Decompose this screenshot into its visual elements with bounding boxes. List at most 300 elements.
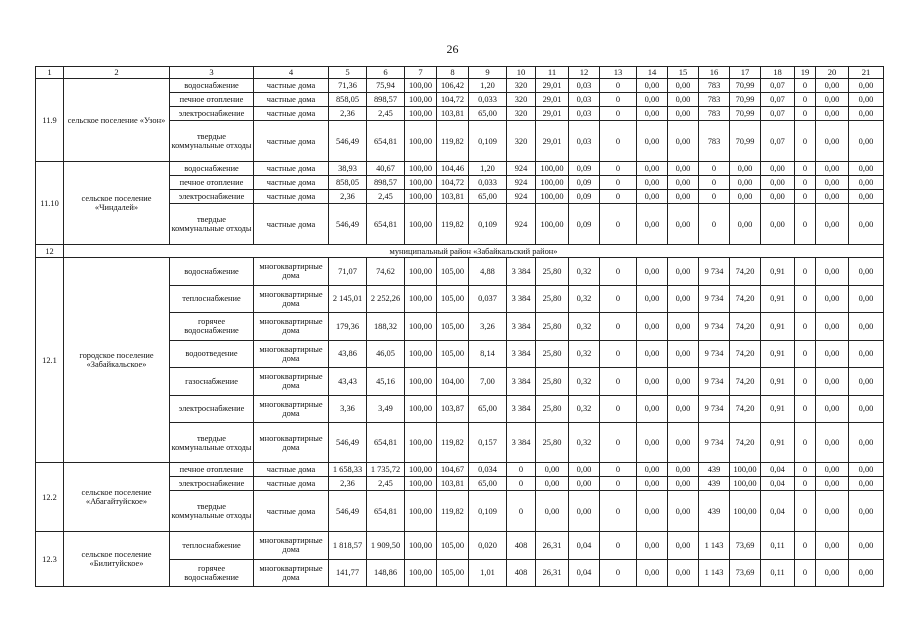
value-cell: 9 734 <box>699 368 730 396</box>
value-cell: 103,87 <box>437 395 469 423</box>
value-cell: 0,09 <box>569 190 600 204</box>
value-cell: 0,00 <box>849 258 884 286</box>
value-cell: 0,00 <box>816 368 849 396</box>
housing-type-cell: многоквартирные дома <box>254 559 329 587</box>
column-number: 19 <box>795 67 816 79</box>
value-cell: 0,00 <box>536 491 569 532</box>
value-cell: 65,00 <box>469 107 507 121</box>
value-cell: 105,00 <box>437 340 469 368</box>
value-cell: 0,91 <box>761 258 795 286</box>
value-cell: 0 <box>600 258 637 286</box>
value-cell: 0,07 <box>761 93 795 107</box>
service-type-cell: водоотведение <box>170 340 254 368</box>
value-cell: 2,36 <box>329 477 367 491</box>
service-type-cell: водоснабжение <box>170 79 254 93</box>
value-cell: 0,00 <box>849 532 884 560</box>
value-cell: 0,00 <box>816 93 849 107</box>
value-cell: 0,00 <box>816 395 849 423</box>
value-cell: 0,00 <box>637 368 668 396</box>
value-cell: 0,00 <box>816 190 849 204</box>
value-cell: 654,81 <box>367 121 405 162</box>
value-cell: 0,00 <box>668 532 699 560</box>
value-cell: 100,00 <box>405 340 437 368</box>
value-cell: 320 <box>507 121 536 162</box>
housing-type-cell: многоквартирные дома <box>254 313 329 341</box>
value-cell: 924 <box>507 190 536 204</box>
value-cell: 0,91 <box>761 340 795 368</box>
value-cell: 141,77 <box>329 559 367 587</box>
value-cell: 0 <box>600 190 637 204</box>
value-cell: 25,80 <box>536 313 569 341</box>
value-cell: 1 818,57 <box>329 532 367 560</box>
value-cell: 0,00 <box>761 176 795 190</box>
value-cell: 0,00 <box>668 491 699 532</box>
service-type-cell: печное отопление <box>170 93 254 107</box>
value-cell: 0,00 <box>668 395 699 423</box>
value-cell: 783 <box>699 79 730 93</box>
value-cell: 0,00 <box>637 477 668 491</box>
row-number: 12.2 <box>36 463 64 532</box>
value-cell: 0 <box>507 477 536 491</box>
value-cell: 898,57 <box>367 93 405 107</box>
value-cell: 0,109 <box>469 204 507 245</box>
settlement-name: городское поселение «Забайкальское» <box>64 258 170 463</box>
value-cell: 0 <box>507 463 536 477</box>
housing-type-cell: многоквартирные дома <box>254 532 329 560</box>
value-cell: 1 735,72 <box>367 463 405 477</box>
value-cell: 103,81 <box>437 107 469 121</box>
value-cell: 654,81 <box>367 204 405 245</box>
value-cell: 0 <box>600 395 637 423</box>
value-cell: 0,00 <box>637 395 668 423</box>
value-cell: 2 252,26 <box>367 285 405 313</box>
value-cell: 100,00 <box>405 463 437 477</box>
settlement-name: сельское поселение «Чиндалей» <box>64 162 170 245</box>
value-cell: 924 <box>507 176 536 190</box>
value-cell: 546,49 <box>329 423 367 463</box>
table-row <box>36 532 884 560</box>
value-cell: 0,00 <box>816 176 849 190</box>
value-cell: 4,88 <box>469 258 507 286</box>
value-cell: 408 <box>507 532 536 560</box>
value-cell: 0,00 <box>637 176 668 190</box>
value-cell: 0,00 <box>816 121 849 162</box>
value-cell: 0 <box>600 162 637 176</box>
settlement-name: сельское поселение «Билитуйское» <box>64 532 170 587</box>
column-number: 4 <box>254 67 329 79</box>
value-cell: 104,00 <box>437 368 469 396</box>
column-number: 17 <box>730 67 761 79</box>
value-cell: 100,00 <box>405 368 437 396</box>
value-cell: 0,00 <box>816 477 849 491</box>
service-type-cell: горячее водоснабжение <box>170 559 254 587</box>
value-cell: 29,01 <box>536 93 569 107</box>
value-cell: 0,00 <box>637 491 668 532</box>
value-cell: 0,00 <box>730 190 761 204</box>
value-cell: 0,00 <box>668 93 699 107</box>
value-cell: 100,00 <box>405 176 437 190</box>
value-cell: 0,00 <box>637 463 668 477</box>
value-cell: 0 <box>600 491 637 532</box>
value-cell: 9 734 <box>699 285 730 313</box>
value-cell: 65,00 <box>469 477 507 491</box>
value-cell: 65,00 <box>469 190 507 204</box>
value-cell: 3 384 <box>507 340 536 368</box>
value-cell: 26,31 <box>536 532 569 560</box>
value-cell: 1,01 <box>469 559 507 587</box>
value-cell: 0 <box>795 463 816 477</box>
row-number: 12.3 <box>36 532 64 587</box>
value-cell: 29,01 <box>536 107 569 121</box>
value-cell: 0,00 <box>816 340 849 368</box>
value-cell: 0 <box>600 463 637 477</box>
value-cell: 0,00 <box>849 559 884 587</box>
value-cell: 0,00 <box>569 491 600 532</box>
row-number: 11.10 <box>36 162 64 245</box>
value-cell: 0,00 <box>849 368 884 396</box>
column-number: 11 <box>536 67 569 79</box>
value-cell: 0,04 <box>761 477 795 491</box>
value-cell: 0,00 <box>849 176 884 190</box>
table-row <box>36 79 884 93</box>
value-cell: 0,020 <box>469 532 507 560</box>
value-cell: 0,00 <box>761 190 795 204</box>
value-cell: 0,00 <box>668 477 699 491</box>
value-cell: 43,86 <box>329 340 367 368</box>
value-cell: 70,99 <box>730 121 761 162</box>
value-cell: 0,157 <box>469 423 507 463</box>
value-cell: 0,00 <box>668 340 699 368</box>
value-cell: 0,91 <box>761 368 795 396</box>
service-type-cell: электроснабжение <box>170 395 254 423</box>
value-cell: 74,62 <box>367 258 405 286</box>
value-cell: 3 384 <box>507 368 536 396</box>
column-number: 18 <box>761 67 795 79</box>
value-cell: 0,00 <box>637 258 668 286</box>
service-type-cell: газоснабжение <box>170 368 254 396</box>
value-cell: 0,109 <box>469 121 507 162</box>
value-cell: 0,00 <box>668 204 699 245</box>
value-cell: 0 <box>795 204 816 245</box>
value-cell: 188,32 <box>367 313 405 341</box>
value-cell: 75,94 <box>367 79 405 93</box>
value-cell: 0,00 <box>849 313 884 341</box>
value-cell: 439 <box>699 477 730 491</box>
value-cell: 45,16 <box>367 368 405 396</box>
housing-type-cell: многоквартирные дома <box>254 395 329 423</box>
value-cell: 119,82 <box>437 121 469 162</box>
value-cell: 100,00 <box>536 162 569 176</box>
value-cell: 0,00 <box>816 79 849 93</box>
service-type-cell: электроснабжение <box>170 107 254 121</box>
housing-type-cell: частные дома <box>254 204 329 245</box>
value-cell: 0,00 <box>637 190 668 204</box>
value-cell: 0,00 <box>730 204 761 245</box>
value-cell: 0,00 <box>816 559 849 587</box>
value-cell: 0 <box>699 162 730 176</box>
value-cell: 0 <box>699 176 730 190</box>
value-cell: 898,57 <box>367 176 405 190</box>
value-cell: 0,00 <box>849 190 884 204</box>
value-cell: 105,00 <box>437 285 469 313</box>
value-cell: 100,00 <box>536 176 569 190</box>
value-cell: 0,00 <box>668 79 699 93</box>
housing-type-cell: многоквартирные дома <box>254 340 329 368</box>
value-cell: 0,00 <box>536 463 569 477</box>
value-cell: 0,00 <box>761 204 795 245</box>
service-type-cell: твердые коммунальные отходы <box>170 121 254 162</box>
value-cell: 105,00 <box>437 313 469 341</box>
value-cell: 0,00 <box>668 190 699 204</box>
value-cell: 858,05 <box>329 176 367 190</box>
value-cell: 0 <box>600 285 637 313</box>
value-cell: 439 <box>699 491 730 532</box>
value-cell: 0,00 <box>849 121 884 162</box>
value-cell: 0,00 <box>668 559 699 587</box>
value-cell: 65,00 <box>469 395 507 423</box>
value-cell: 0,03 <box>569 121 600 162</box>
value-cell: 100,00 <box>405 204 437 245</box>
value-cell: 0 <box>600 423 637 463</box>
value-cell: 0,00 <box>668 423 699 463</box>
value-cell: 0 <box>600 532 637 560</box>
value-cell: 9 734 <box>699 340 730 368</box>
column-number: 20 <box>816 67 849 79</box>
value-cell: 0,04 <box>569 559 600 587</box>
value-cell: 0,00 <box>816 313 849 341</box>
value-cell: 0,037 <box>469 285 507 313</box>
value-cell: 7,00 <box>469 368 507 396</box>
value-cell: 0,00 <box>816 423 849 463</box>
value-cell: 0 <box>795 258 816 286</box>
value-cell: 0,04 <box>569 532 600 560</box>
service-type-cell: печное отопление <box>170 463 254 477</box>
value-cell: 0 <box>795 79 816 93</box>
value-cell: 0 <box>795 121 816 162</box>
value-cell: 119,82 <box>437 204 469 245</box>
value-cell: 0,00 <box>730 176 761 190</box>
value-cell: 0,91 <box>761 285 795 313</box>
value-cell: 0,00 <box>849 107 884 121</box>
value-cell: 0,00 <box>849 463 884 477</box>
service-type-cell: теплоснабжение <box>170 285 254 313</box>
column-number: 12 <box>569 67 600 79</box>
settlement-name: сельское поселение «Узон» <box>64 79 170 162</box>
value-cell: 0,00 <box>816 107 849 121</box>
column-number: 15 <box>668 67 699 79</box>
value-cell: 1 143 <box>699 532 730 560</box>
value-cell: 0 <box>600 477 637 491</box>
value-cell: 0,00 <box>849 423 884 463</box>
value-cell: 104,46 <box>437 162 469 176</box>
value-cell: 0,00 <box>668 258 699 286</box>
value-cell: 0,033 <box>469 93 507 107</box>
column-number: 21 <box>849 67 884 79</box>
value-cell: 408 <box>507 559 536 587</box>
settlement-name: сельское поселение «Абагайтуйское» <box>64 463 170 532</box>
value-cell: 0,00 <box>849 79 884 93</box>
value-cell: 0,033 <box>469 176 507 190</box>
value-cell: 0,07 <box>761 121 795 162</box>
service-type-cell: печное отопление <box>170 176 254 190</box>
value-cell: 0 <box>795 423 816 463</box>
value-cell: 0,00 <box>637 559 668 587</box>
value-cell: 2,36 <box>329 107 367 121</box>
value-cell: 0,00 <box>637 204 668 245</box>
column-number: 10 <box>507 67 536 79</box>
value-cell: 0 <box>795 532 816 560</box>
value-cell: 0,00 <box>849 491 884 532</box>
value-cell: 0 <box>795 477 816 491</box>
value-cell: 320 <box>507 93 536 107</box>
value-cell: 0 <box>795 176 816 190</box>
value-cell: 100,00 <box>536 204 569 245</box>
value-cell: 100,00 <box>730 491 761 532</box>
value-cell: 2 145,01 <box>329 285 367 313</box>
row-number: 11.9 <box>36 79 64 162</box>
value-cell: 74,20 <box>730 313 761 341</box>
value-cell: 0,00 <box>668 107 699 121</box>
value-cell: 924 <box>507 162 536 176</box>
value-cell: 0 <box>600 176 637 190</box>
housing-type-cell: многоквартирные дома <box>254 258 329 286</box>
table-row <box>36 463 884 477</box>
column-number: 8 <box>437 67 469 79</box>
value-cell: 100,00 <box>405 395 437 423</box>
value-cell: 74,20 <box>730 285 761 313</box>
value-cell: 104,72 <box>437 93 469 107</box>
value-cell: 0,00 <box>849 395 884 423</box>
housing-type-cell: частные дома <box>254 121 329 162</box>
column-number: 7 <box>405 67 437 79</box>
value-cell: 0,00 <box>569 477 600 491</box>
value-cell: 0,91 <box>761 395 795 423</box>
value-cell: 0,00 <box>637 532 668 560</box>
value-cell: 104,72 <box>437 176 469 190</box>
value-cell: 100,00 <box>730 463 761 477</box>
table-row <box>36 162 884 176</box>
value-cell: 8,14 <box>469 340 507 368</box>
value-cell: 0,32 <box>569 368 600 396</box>
value-cell: 103,81 <box>437 190 469 204</box>
value-cell: 0,32 <box>569 285 600 313</box>
column-number: 6 <box>367 67 405 79</box>
value-cell: 0,00 <box>816 204 849 245</box>
value-cell: 0,11 <box>761 532 795 560</box>
value-cell: 70,99 <box>730 93 761 107</box>
value-cell: 148,86 <box>367 559 405 587</box>
value-cell: 0 <box>795 285 816 313</box>
value-cell: 25,80 <box>536 340 569 368</box>
value-cell: 100,00 <box>405 162 437 176</box>
value-cell: 2,36 <box>329 190 367 204</box>
value-cell: 0,109 <box>469 491 507 532</box>
service-type-cell: теплоснабжение <box>170 532 254 560</box>
value-cell: 0,32 <box>569 258 600 286</box>
service-type-cell: твердые коммунальные отходы <box>170 423 254 463</box>
column-number: 2 <box>64 67 170 79</box>
value-cell: 25,80 <box>536 285 569 313</box>
value-cell: 0,03 <box>569 79 600 93</box>
value-cell: 0,32 <box>569 423 600 463</box>
value-cell: 103,81 <box>437 477 469 491</box>
value-cell: 3,49 <box>367 395 405 423</box>
value-cell: 9 734 <box>699 313 730 341</box>
value-cell: 0 <box>795 107 816 121</box>
value-cell: 100,00 <box>405 423 437 463</box>
value-cell: 106,42 <box>437 79 469 93</box>
value-cell: 100,00 <box>405 313 437 341</box>
value-cell: 0,00 <box>849 477 884 491</box>
value-cell: 0 <box>795 340 816 368</box>
value-cell: 100,00 <box>405 190 437 204</box>
value-cell: 0 <box>795 190 816 204</box>
value-cell: 3 384 <box>507 258 536 286</box>
value-cell: 0,00 <box>730 162 761 176</box>
value-cell: 0,09 <box>569 162 600 176</box>
value-cell: 0,91 <box>761 423 795 463</box>
value-cell: 100,00 <box>405 285 437 313</box>
section-row <box>36 245 884 258</box>
value-cell: 0,00 <box>668 176 699 190</box>
value-cell: 40,67 <box>367 162 405 176</box>
value-cell: 26,31 <box>536 559 569 587</box>
value-cell: 546,49 <box>329 491 367 532</box>
value-cell: 1 143 <box>699 559 730 587</box>
row-number: 12.1 <box>36 258 64 463</box>
value-cell: 25,80 <box>536 423 569 463</box>
value-cell: 71,07 <box>329 258 367 286</box>
value-cell: 320 <box>507 79 536 93</box>
value-cell: 0,00 <box>668 121 699 162</box>
value-cell: 3 384 <box>507 313 536 341</box>
value-cell: 783 <box>699 107 730 121</box>
service-type-cell: электроснабжение <box>170 190 254 204</box>
value-cell: 0,00 <box>637 107 668 121</box>
value-cell: 0,00 <box>849 340 884 368</box>
value-cell: 0 <box>600 107 637 121</box>
value-cell: 73,69 <box>730 559 761 587</box>
value-cell: 179,36 <box>329 313 367 341</box>
value-cell: 0 <box>600 313 637 341</box>
service-type-cell: твердые коммунальные отходы <box>170 204 254 245</box>
value-cell: 74,20 <box>730 258 761 286</box>
housing-type-cell: частные дома <box>254 79 329 93</box>
column-number: 5 <box>329 67 367 79</box>
value-cell: 0,00 <box>637 285 668 313</box>
value-cell: 46,05 <box>367 340 405 368</box>
value-cell: 0,07 <box>761 107 795 121</box>
value-cell: 100,00 <box>405 477 437 491</box>
value-cell: 0,00 <box>816 258 849 286</box>
value-cell: 1 658,33 <box>329 463 367 477</box>
column-number: 3 <box>170 67 254 79</box>
value-cell: 0,32 <box>569 395 600 423</box>
value-cell: 0,91 <box>761 313 795 341</box>
value-cell: 0,00 <box>816 532 849 560</box>
housing-type-cell: частные дома <box>254 190 329 204</box>
value-cell: 100,00 <box>405 93 437 107</box>
value-cell: 38,93 <box>329 162 367 176</box>
value-cell: 100,00 <box>405 79 437 93</box>
housing-type-cell: многоквартирные дома <box>254 285 329 313</box>
value-cell: 0,00 <box>816 463 849 477</box>
housing-type-cell: частные дома <box>254 463 329 477</box>
value-cell: 0,034 <box>469 463 507 477</box>
value-cell: 0,00 <box>637 340 668 368</box>
value-cell: 858,05 <box>329 93 367 107</box>
value-cell: 70,99 <box>730 107 761 121</box>
